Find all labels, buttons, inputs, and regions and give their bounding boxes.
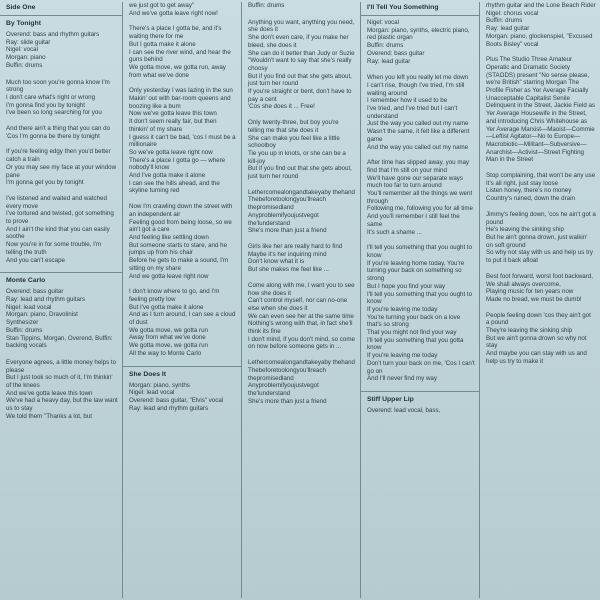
verse: If you're feeling edgy then you'd better catch a train Or you may see my face at your window pane I'm gonna get you by tonight xyxy=(6,148,117,187)
lyrics-block xyxy=(486,2,596,366)
lyrics-block xyxy=(6,359,118,421)
verse: Lethercomealongandtakeyaby thehand Thebeforetoolongyou'llreach thepromisedland Anyproblemifyoujustvegot the'lunderstand She's more than just a friend xyxy=(248,188,355,235)
verse: Girls like her are really hard to find Maybe it's her inquiring mind Don't know what it is But she makes me feel like ... xyxy=(248,242,343,274)
song-credits: Morgan: piano, synths Nigel: lead vocal Overend: bass guitar, "Elvis" vocal Ray: lead and rhythm guitars xyxy=(129,381,224,412)
divider xyxy=(361,15,479,16)
column-2 xyxy=(122,2,241,598)
divider xyxy=(123,366,241,367)
verse: Anything you want, anything you need, she does it She don't even care, if you make her bleed, she does it She can do it better than Judy or Suzie "Wouldn't want to say that she's really choosy But if you find out that she gets about, just turn her round If you're straight or bent, don't have to pay a cent 'Cos she does it ... Free! xyxy=(248,18,355,111)
lyrics-block xyxy=(129,2,237,358)
verse: I've listened and waited and watched every move I've tortured and twisted, got something to prove And I ain't the kind that you can easily soothe Now you're in for some trouble, I'm telling the truth And you can't escape xyxy=(6,194,114,264)
verse: When you left you really let me down I can't rise, though I've tried, I'm still waiting around I remember how it used to be I've tried, and I've tried but I can't understand Just the way you called out my name Wasn't the same, it felt like a different game And the way you called out my name xyxy=(367,74,470,151)
divider xyxy=(0,272,122,273)
verse: Come along with me, I want you to see how she does it Can't control myself, nor can no-one else when she does it We can even see her at the same time Nothing's wrong with that, in fact she'll think its fine I don't mind, if you don't mind, so come on now before someone gets in ... xyxy=(248,281,355,351)
divider xyxy=(361,391,479,392)
verse: Plus The Studio Three Amateur Operatic and Dramatic Society (STAODS) present "No sense please, we're British" starring Morgan The Profile Fisher as Yer Average Facially Unacceptable Capitalist Senile Delinquent in the Street, Jackie Field as Yer Average Housewife in the Street, and introducing Chris Whitehouse as Yer Average Marxist—Maoist—Commie—Leftist Agitator—No to Europe—Macrobiotic—Militant—Subversive—Anarchist—Activist—Street Fighting Man in the Street xyxy=(486,56,596,164)
column-4 xyxy=(360,2,479,598)
verse: After time has slipped away, you may find that I'm still on your mind We'll have gone our separate ways much too far to turn around You'll remember all the things we went through Following me, following you for all time And you'll remember I still feel the same It's such a shame ... xyxy=(367,159,473,236)
verse: Only yesterday I was lazing in the sun Makin' out with bar-room queens and boozing like a bum Now we've gotta leave this town It don't seem really fair, but then thinkin' of my share I guess it can't be bad, 'cos I must be a millionaire So we've gotta leave right now There's a place I gotta go — where nobody'll know And I've gotta make it alone I can see the hills ahead, and the skyline turning red xyxy=(129,87,236,195)
verse: Now I'm crawling down the street with an independent air Feeling good from being loose, so we ain't got a care And feeling like settling down But someone starts to stare, and he jumps up from his chair Before he gets to make a sound, I'm sitting on my share And we gotta leave right now xyxy=(129,203,233,280)
song-title: Monte Carlo xyxy=(6,277,46,285)
verse: we just got to get away" And we've gotta leave right now! xyxy=(129,2,218,17)
song-title: I'll Tell You Something xyxy=(367,4,439,11)
verse: Everyone agrees, a little money helps to please But I just took so much of it, I'm thinkin' of the knees And we've gotta leave this town We've had a heavy day, but the law want us to stay We told them "Thanks a lot, but xyxy=(6,358,118,420)
verse: Jimmy's feeling down, 'cos he ain't got a pound He's leaving the sinking ship But he ain't gonna drown, just walkin' on soft ground So why not stay with us and help us try to put it back afloat xyxy=(486,210,596,265)
song-credits: Overend: bass guitar Ray: lead and rhythm guitars Nigel: lead vocal Morgan: piano, Dravolinist Synthesizer Buffin: drums Stan Tippins, Morgan, Overend, Buffin: backing vocals xyxy=(6,288,113,350)
verse: Best foot forward, worst foot backward, We shall always overcome, Playing music for ten years now Made no bread, we must be dumb! xyxy=(486,272,593,303)
verse: rhythm guitar and the Lone Beach Rider Nigel: chorus vocal Buffin: drums Ray: lead guitar Morgan: piano, glockenspiel, "Excused Boots Bisley" vocal xyxy=(486,2,596,48)
divider xyxy=(0,15,122,16)
column-1 xyxy=(0,2,122,598)
verse: Lethercomealongandtakeyaby thehand Thebeforetoolongyou'llreach thepromisedland Anyproblemifyoujustvegot the'lunderstand She's more than just a friend xyxy=(248,359,355,405)
lyrics-block xyxy=(248,19,356,406)
verse: Stop complaining, that won't be any use It's all right, just stay loose Listen honey, there's no money Country's ruined, down the drain xyxy=(486,172,596,203)
lyrics-block xyxy=(6,79,118,265)
verse: I don't know where to go, and I'm feeling pretty low But I've gotta make it alone And as I turn around, I can see a cloud of dust We gotta move, we gotta run Away from what we've done We gotta move, we gotta run All the way to Monte Carlo xyxy=(129,288,236,357)
column-5 xyxy=(479,2,600,598)
song-title: By Tonight xyxy=(6,20,41,27)
verse: There's a place I gotta be, and it's waiting there for me But I gotta make it alone I can see the river wind, and hear the guns behind We gotta move, we gotta run, away from what we've done xyxy=(129,25,231,79)
song-title: She Does It xyxy=(129,370,167,378)
song-title: Stiff Upper Lip xyxy=(367,395,414,403)
lyrics-block xyxy=(367,74,475,383)
side-title: Side One xyxy=(6,4,36,11)
song-credits: Buffin: drums xyxy=(248,2,285,9)
column-3 xyxy=(241,2,360,598)
verse: I'll tell you something that you ought to know If you're leaving home today, You're turning your back on something so strong But I hope you find your way I'll tell you something that you ought to know If you're leaving me today You're turning your back on a love that's so strong That you might not find your way I'll tell you something that you gotta know If you're leaving me today Don't turn your back on me, 'Cos I can't go on And I'll never find my way xyxy=(367,244,475,383)
song-credits: Overend: bass and rhythm guitars Ray: slide guitar Nigel: vocal Morgan: piano Buffin: drums xyxy=(6,31,100,69)
verse: People feeling down 'cos they ain't got a pound They're leaving the sinking ship But we ain't gonna drown so why not stay And maybe you can stay with us and help us try to make it xyxy=(486,311,591,365)
verse: Only twenty-three, but boy you're telling me that she does it She can make you feel like a little schoolboy Tie you up in knots, or she can be a kill-joy But if you find out that she gets about, just turn her round xyxy=(248,119,352,181)
verse: Much too soon you're gonna know I'm strong I don't care what's right or wrong I'm gonna find you by tonight I've been so long searching for you xyxy=(6,78,110,117)
verse: And there ain't a thing that you can do 'Cos I'm gonna be there by tonight xyxy=(6,125,111,140)
song-credits: Nigel: vocal Morgan: piano, synths, electric piano, red plastic organ Buffin: drums Overend: bass guitar Ray: lead guitar xyxy=(367,19,470,65)
song-credits: Overend: lead vocal, bass, xyxy=(367,406,441,414)
